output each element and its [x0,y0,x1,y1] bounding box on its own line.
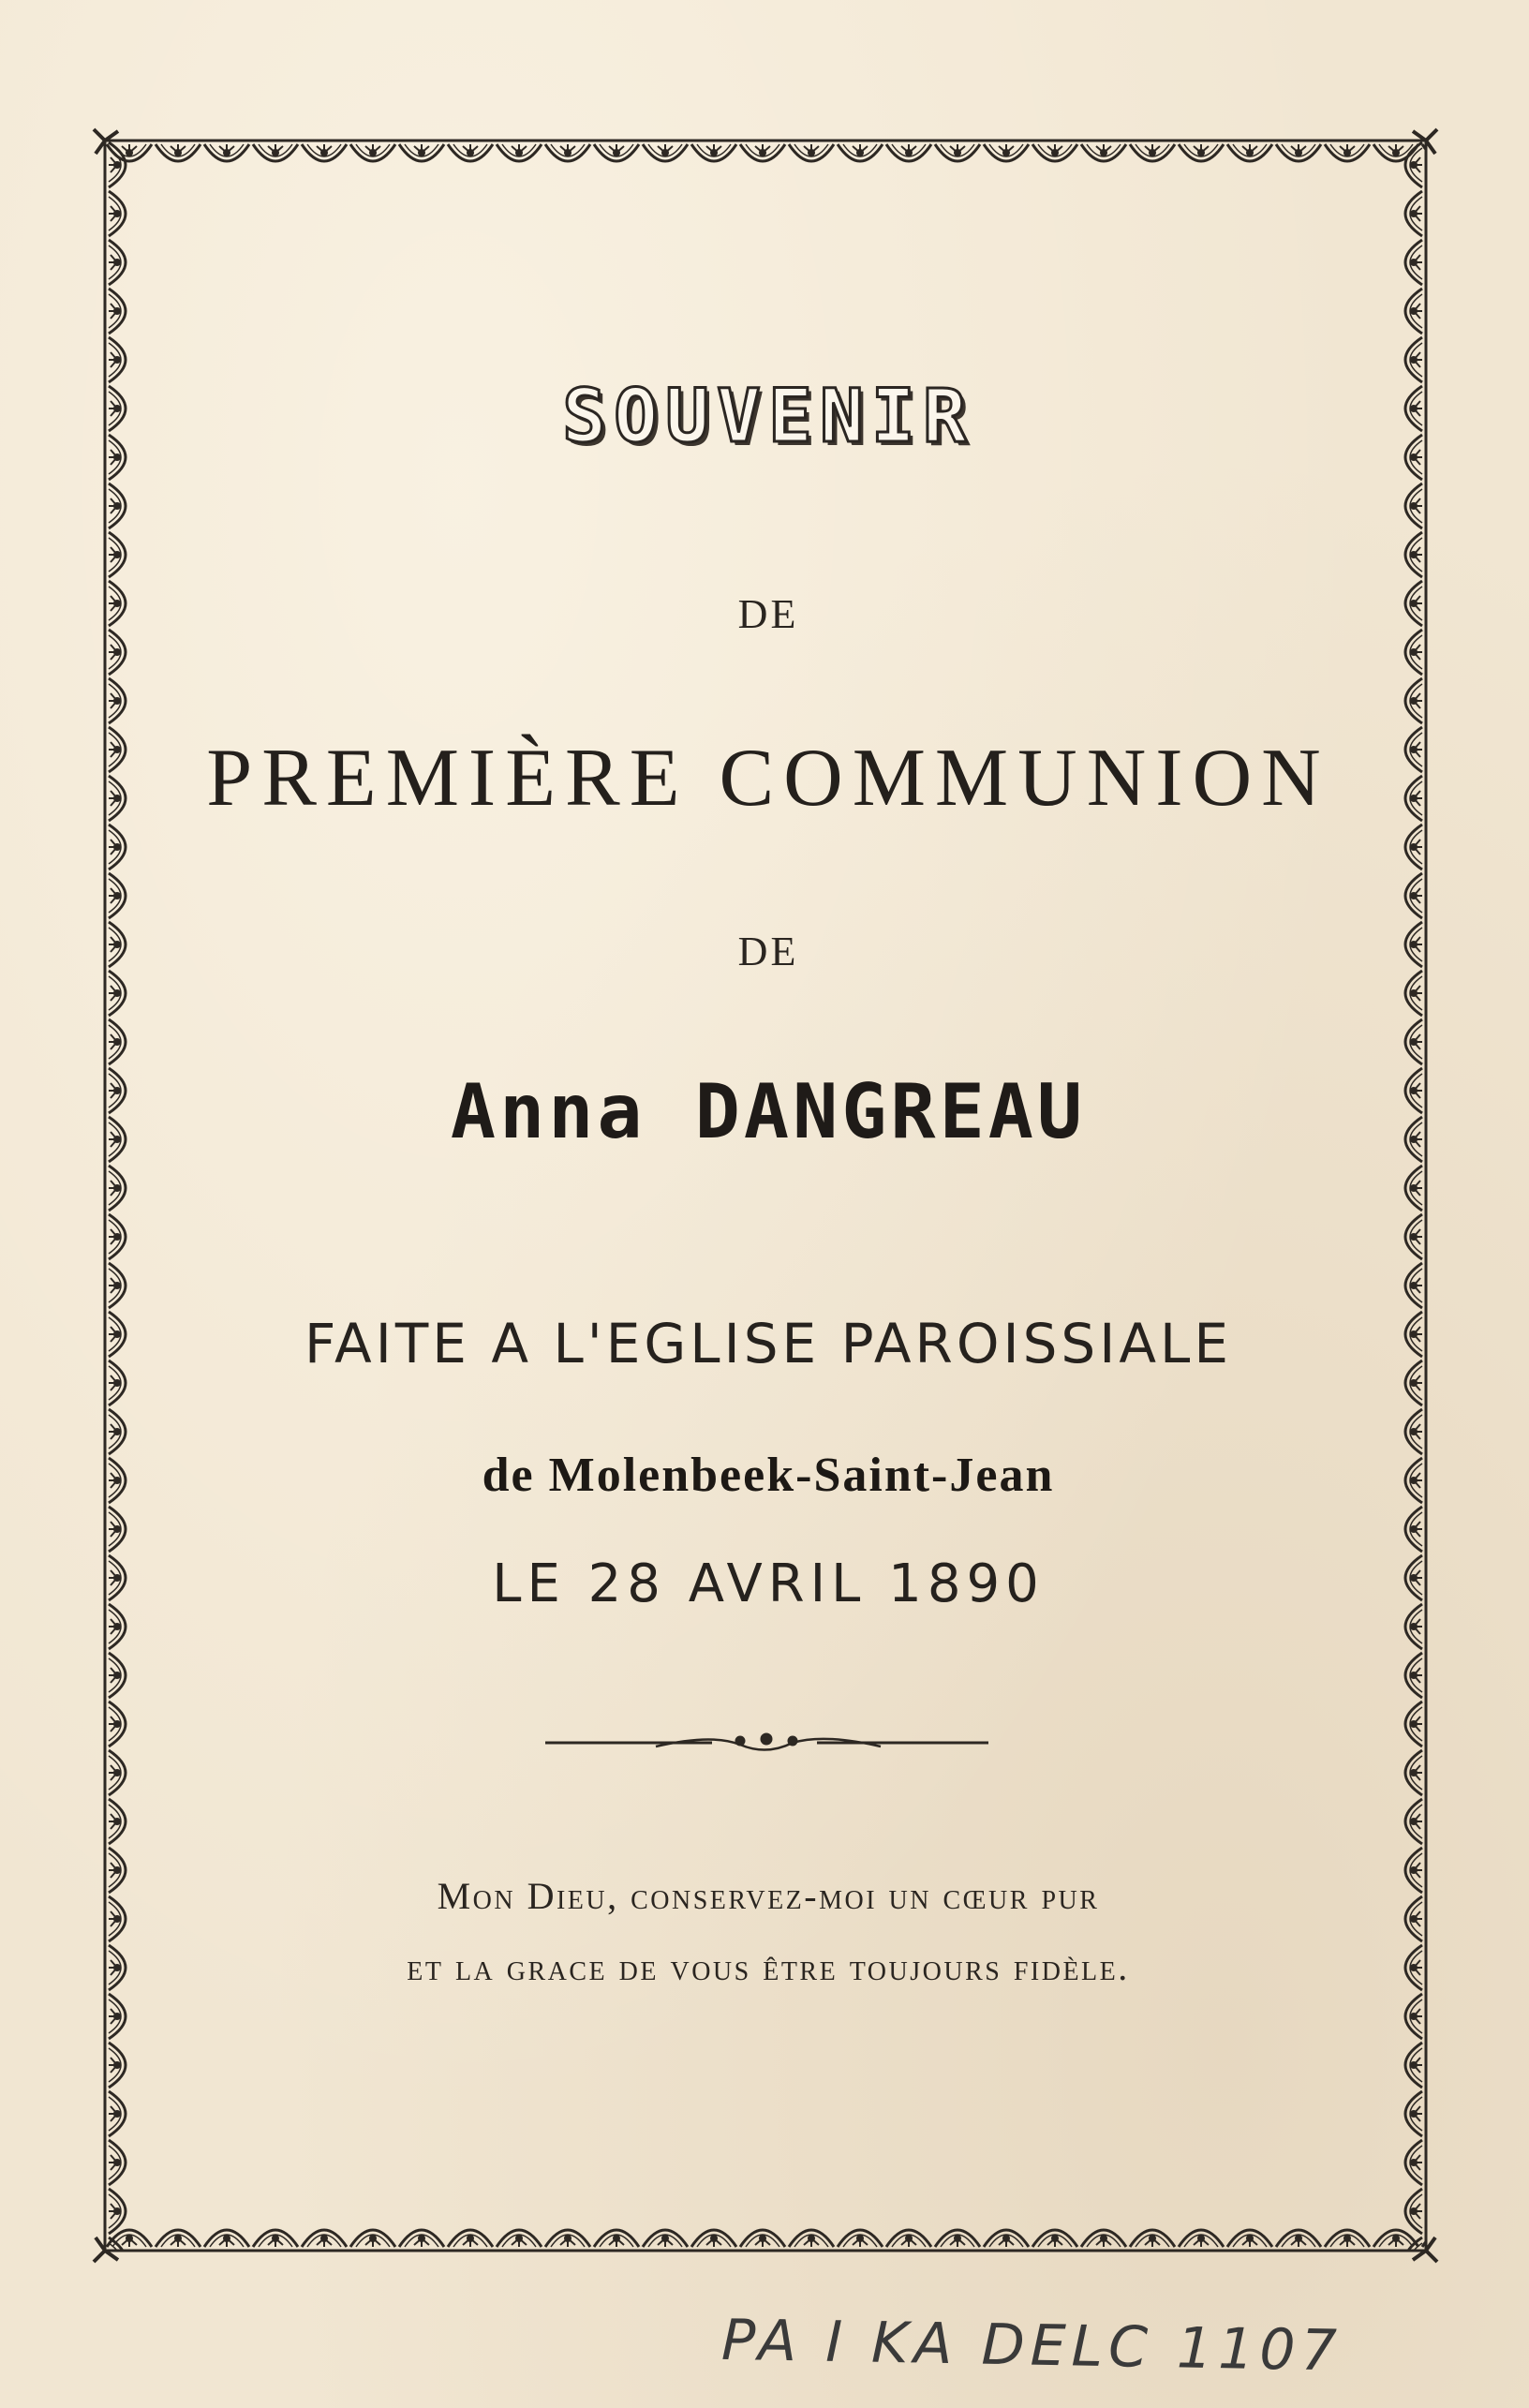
separator-flourish [545,1733,988,1750]
prayer-text-1: Mon Dieu, conservez-moi un cœur pur [437,1875,1100,1917]
communion-title: PREMIÈRE COMMUNION [206,733,1330,824]
prayer-line-1 [178,1874,1358,1918]
church-line: FAITE A L'EGLISE PAROISSIALE [304,1312,1232,1375]
souvenir-heading: SOUVENIR [562,375,974,459]
place-line: de Molenbeek-Saint-Jean [482,1449,1055,1502]
date-line: LE 28 AVRIL 1890 [492,1553,1045,1614]
de-connector-1: DE [737,591,799,637]
prayer-line-2 [178,1945,1358,1989]
de-connector-2: DE [737,929,799,974]
archive-pencil-note: PA I KA DELC 1107 [720,2307,1343,2385]
prayer-text-2: et la grace de vous être toujours fidèle. [407,1946,1130,1988]
communicant-name: Anna DANGREAU [450,1068,1087,1155]
